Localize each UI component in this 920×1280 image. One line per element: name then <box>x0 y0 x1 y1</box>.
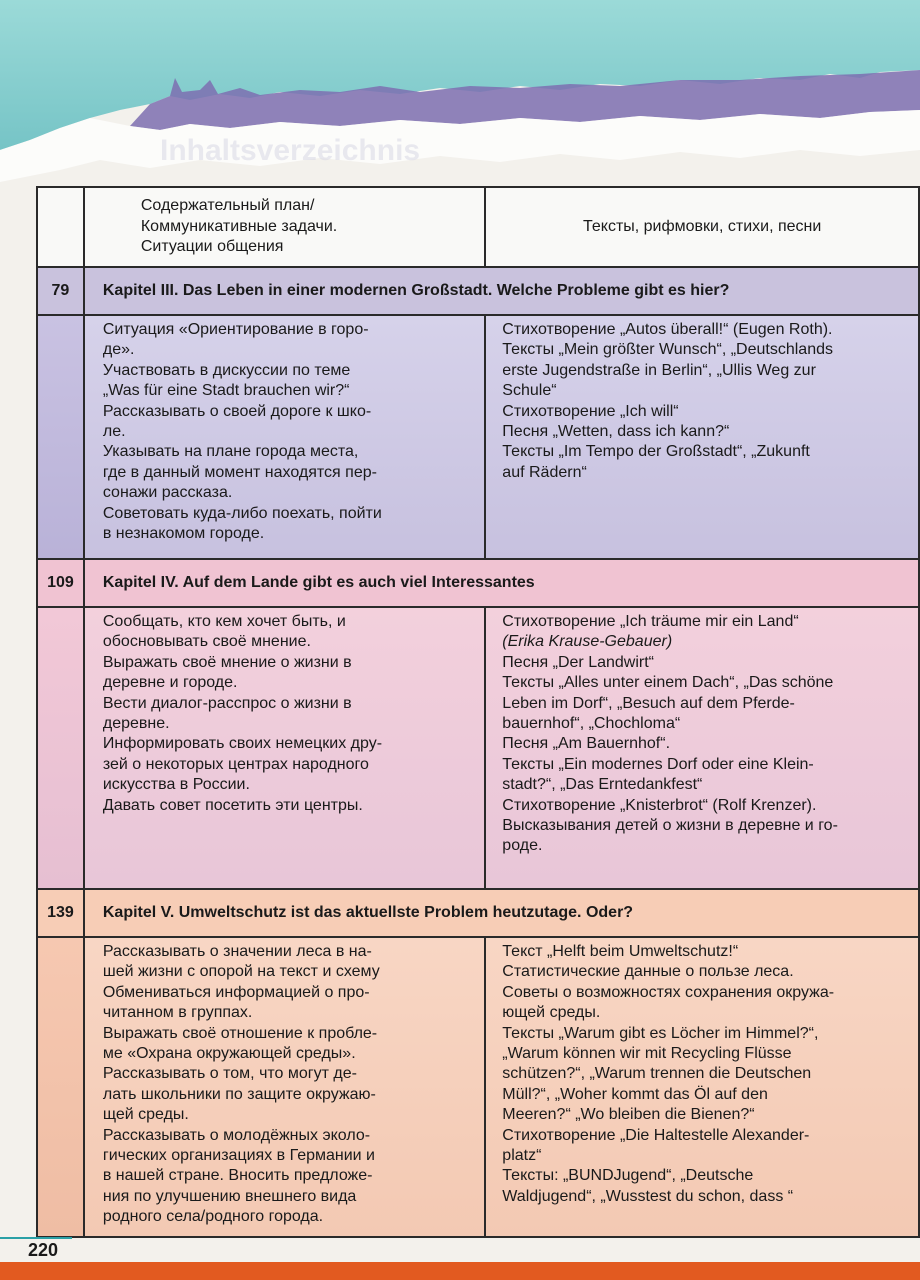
text-line: erste Jugendstraße in Berlin“, „Ullis Weg zur <box>502 361 816 379</box>
text-line: Тексты: „BUNDJugend“, „Deutsche <box>502 1167 754 1185</box>
task-line: ме «Охрана окружающей среды». <box>102 1045 356 1063</box>
task-line: гических организациях в Германии и <box>102 1147 375 1165</box>
header-left-line: Ситуации общения <box>140 238 284 256</box>
task-line: ле. <box>102 423 126 441</box>
chapter-body-row <box>37 937 919 1237</box>
text-line: Стихотворение „Knisterbrot“ (Rolf Krenzer). <box>502 796 817 814</box>
text-line: Waldjugend“, „Wusstest du schon, dass “ <box>502 1187 794 1205</box>
chapter-body-row <box>37 607 919 889</box>
chapter-body-empty-cell <box>37 937 84 1237</box>
text-line: Leben im Dorf“, „Besuch auf dem Pferde- <box>502 694 795 712</box>
chapter-row <box>37 267 919 315</box>
text-line: Тексты „Ein modernes Dorf oder eine Klein- <box>502 755 814 773</box>
text-line: Песня „Der Landwirt“ <box>502 653 654 671</box>
task-line: сонажи рассказа. <box>102 484 233 502</box>
task-line: лать школьники по защите окружаю- <box>102 1085 376 1103</box>
text-line: Высказывания детей о жизни в деревне и го- <box>502 817 838 835</box>
chapter-body-empty-cell <box>37 607 84 889</box>
task-line: Вести диалог-расспрос о жизни в <box>102 694 352 712</box>
task-line: Давать совет посетить эти центры. <box>102 796 363 814</box>
task-line: Рассказывать о молодёжных эколо- <box>102 1126 371 1144</box>
text-line: Текст „Helft beim Umweltschutz!“ <box>502 943 739 960</box>
task-line: Ситуация «Ориентирование в горо- <box>102 321 369 338</box>
text-line: Тексты „Im Tempo der Großstadt“, „Zukunft <box>502 443 810 461</box>
text-line: Тексты „Warum gibt es Löcher im Himmel?“, <box>502 1024 819 1042</box>
text-line: (Erika Krause-Gebauer) <box>502 633 673 651</box>
chapter-row <box>37 889 919 937</box>
task-line: „Was für eine Stadt brauchen wir?“ <box>102 382 350 400</box>
task-line: деревне и городе. <box>102 674 238 692</box>
task-line: в незнакомом городе. <box>102 525 265 543</box>
text-line: Müll?“, „Woher kommt das Öl auf den <box>502 1085 768 1103</box>
chapter-title: Kapitel IV. Auf dem Lande gibt es auch viel Interessantes <box>84 559 919 607</box>
task-line: родного села/родного города. <box>102 1208 324 1226</box>
chapter-body-row <box>37 315 919 559</box>
task-line: ния по улучшению внешнего вида <box>102 1187 357 1205</box>
text-line: Статистические данные о пользе леса. <box>502 963 794 981</box>
text-line: Тексты „Mein größter Wunsch“, „Deutschlands <box>502 341 833 359</box>
task-line: где в данный момент находятся пер- <box>102 463 377 481</box>
text-line: Песня „Am Bauernhof“. <box>502 735 671 753</box>
text-line: Meeren?“ „Wo bleiben die Bienen?“ <box>502 1106 755 1124</box>
text-line: Стихотворение „Ich will“ <box>502 402 679 420</box>
chapter-body-empty-cell <box>37 315 84 559</box>
task-line: шей жизни с опорой на текст и схему <box>102 963 380 981</box>
task-line: Выражать своё мнение о жизни в <box>102 653 352 671</box>
text-line: „Warum können wir mit Recycling Flüsse <box>502 1045 792 1063</box>
task-line: Информировать своих немецких дру- <box>102 735 383 753</box>
task-line: деревне. <box>102 715 170 733</box>
header-texts: Тексты, рифмовки, стихи, песни <box>485 187 919 267</box>
task-line: в нашей стране. Вносить предложе- <box>102 1167 373 1185</box>
text-line: роде. <box>502 837 543 855</box>
text-line: stadt?“, „Das Erntedankfest“ <box>502 776 703 794</box>
text-line: auf Rädern“ <box>502 463 587 481</box>
task-line: обосновывать своё мнение. <box>102 633 311 651</box>
text-line: Стихотворение „Autos überall!“ (Eugen Roth). <box>502 321 833 338</box>
task-line: Указывать на плане города места, <box>102 443 359 461</box>
text-line: Schule“ <box>502 382 557 400</box>
chapter-tasks <box>84 607 485 889</box>
task-line: Рассказывать о значении леса в на- <box>102 943 372 960</box>
task-line: Рассказывать о том, что могут де- <box>102 1065 357 1083</box>
text-line: Стихотворение „Die Haltestelle Alexander- <box>502 1126 810 1144</box>
chapter-row <box>37 559 919 607</box>
text-line: ющей среды. <box>502 1004 601 1022</box>
chapter-page-number: 79 <box>37 267 84 315</box>
banner-illustration <box>0 0 920 200</box>
header-banner <box>0 0 920 200</box>
header-left-line: Коммуникативные задачи. <box>140 217 338 235</box>
page-number: 220 <box>28 1240 59 1260</box>
task-line: де». <box>102 341 135 359</box>
task-line: искусства в России. <box>102 776 250 794</box>
table-header-row <box>37 187 919 267</box>
task-line: зей о некоторых центрах народного <box>102 755 369 773</box>
text-line: Тексты „Alles unter einem Dach“, „Das schöne <box>502 674 834 692</box>
task-line: Участвовать в дискуссии по теме <box>102 361 351 379</box>
task-line: Обмениваться информацией о про- <box>102 983 370 1001</box>
header-empty-cell <box>37 187 84 267</box>
task-line: Сообщать, кто кем хочет быть, и <box>102 613 346 630</box>
chapter-page-number: 109 <box>37 559 84 607</box>
chapter-texts <box>485 607 919 889</box>
header-content-plan <box>84 187 485 267</box>
chapter-texts <box>485 315 919 559</box>
task-line: Выражать своё отношение к пробле- <box>102 1024 378 1042</box>
header-left-line: Содержательный план/ <box>140 197 315 215</box>
chapter-texts <box>485 937 919 1237</box>
contents-table <box>36 186 920 1238</box>
chapter-tasks <box>84 315 485 559</box>
chapter-tasks <box>84 937 485 1237</box>
task-line: щей среды. <box>102 1106 189 1124</box>
chapter-title: Kapitel III. Das Leben in einer modernen Großstadt. Welche Probleme gibt es hier? <box>84 267 919 315</box>
task-line: Советовать куда-либо поехать, пойти <box>102 504 382 522</box>
text-line: schützen?“, „Warum trennen die Deutschen <box>502 1065 812 1083</box>
task-line: читанном в группах. <box>102 1004 253 1022</box>
banner-watermark-text: Inhaltsverzeichnis <box>160 134 421 167</box>
footer-bar <box>0 1262 920 1280</box>
task-line: Рассказывать о своей дороге к шко- <box>102 402 372 420</box>
text-line: platz“ <box>502 1147 542 1165</box>
text-line: Советы о возможностях сохранения окружа- <box>502 983 835 1001</box>
text-line: Песня „Wetten, dass ich kann?“ <box>502 423 730 441</box>
text-line: bauernhof“, „Chochloma“ <box>502 715 681 733</box>
text-line: Стихотворение „Ich träume mir ein Land“ <box>502 613 799 630</box>
page-number-rule <box>0 1237 72 1239</box>
chapter-page-number: 139 <box>37 889 84 937</box>
chapter-title: Kapitel V. Umweltschutz ist das aktuellste Problem heutzutage. Oder? <box>84 889 919 937</box>
